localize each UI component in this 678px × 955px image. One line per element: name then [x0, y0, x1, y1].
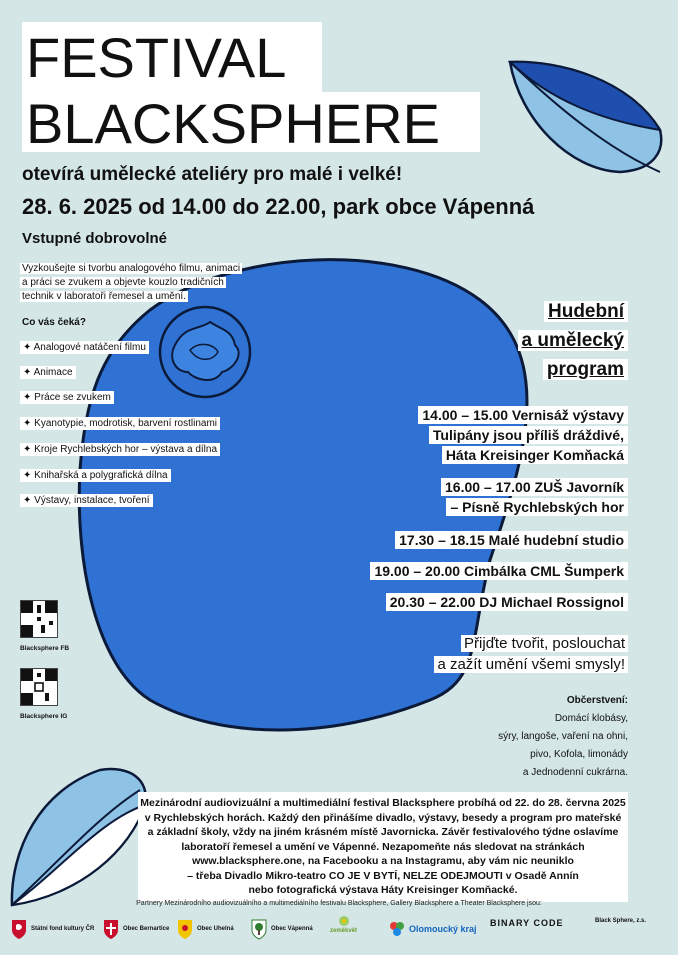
logo-vapenna: Obec Vápenná [250, 918, 313, 940]
qr-code-facebook[interactable] [20, 600, 58, 638]
crest-icon [176, 918, 194, 940]
program-heading-line: program [543, 359, 628, 380]
logo-binary-code: BINARY CODE [490, 918, 564, 928]
intro-line: a práci se zvukem a objevte kouzlo tradičních [22, 277, 224, 288]
entry-note: Vstupné dobrovolné [22, 230, 168, 247]
program-heading-line: Hudební [544, 301, 628, 322]
list-item: ✦ Kroje Rychlebských hor – výstava a dílna [20, 444, 220, 455]
date-line: 28. 6. 2025 od 14.00 do 22.00, park obce Vápenná [22, 194, 535, 219]
crest-icon [102, 918, 120, 940]
leaf-bottom-left [12, 769, 146, 905]
list-item: ✦ Práce se zvukem [20, 392, 114, 403]
tree-crest-icon [250, 918, 268, 940]
call-to-action: Přijďte tvořit, poslouchat a zažít umění všemi smysly! [434, 633, 628, 675]
logo-black-sphere: Black Sphere, z.s. [595, 918, 647, 924]
program-event: 14.00 – 15.00 Vernisáž výstavy Tulipány jsou příliš dráždivé, Háta Kreisinger Komňacká [418, 405, 628, 465]
logo-olomoucky-kraj: Olomoucký kraj [388, 918, 477, 940]
subtitle: otevírá umělecké ateliéry pro malé i velké! [22, 164, 403, 185]
logo-bernartice: Obec Bernartice [102, 918, 169, 940]
list-item: ✦ Kyanotypie, modrotisk, barvení rostlinami [20, 418, 220, 429]
intro-line: technik v laboratoři řemesel a umění. [22, 291, 186, 302]
list-item: ✦ Výstavy, instalace, tvoření [20, 495, 153, 506]
list-item: ✦ Analogové natáčení filmu [20, 342, 149, 353]
qr-label-instagram: Blacksphere IG [20, 713, 68, 720]
title-line2: BLACKSPHERE [26, 92, 440, 155]
program-event: 16.00 – 17.00 ZUŠ Javorník – Písně Rychlebských hor [441, 477, 628, 517]
logo-zemekvet: zeměkvět [330, 914, 357, 934]
offer-heading: Co vás čeká? [22, 317, 86, 328]
intro-line: Vyzkoušejte si tvorbu analogového filmu, animaci [22, 263, 241, 274]
refreshments: Občerstvení: Domácí klobásy, sýry, langoše, vaření na ohni, pivo, Kofola, limonády a Jednodenní cukrárna. [498, 692, 628, 782]
kraj-logo-icon [388, 918, 406, 940]
list-item: ✦ Knihařská a polygrafická dílna [20, 470, 171, 481]
festival-description: Mezinárodní audiovizuální a multimediální festival Blacksphere probíhá od 22. do 28. června 2025 v Rychlebských horách. Každý den přinášíme divadlo, výstavy, besedy a program pro mateřské a základní školy, vždy na jiném krásném místě Javornicka. Závěr festivalového týdne oslavíme laboratoří řemesel a umění ve Vápenné. Nezapomeňte nás sledovat na stránkách www.blacksphere.one, na Facebooku a na Instagramu, aby vám nic neuniklo – třeba Divadlo Mikro-teatro CO JE V BYTÍ, NELZE ODEJMOUTI v Osadě Annín nebo fotografická výstava Háty Kreisinger Komňacké. [138, 792, 628, 902]
logo-statni-fond: Státní fond kultury ČR [10, 918, 94, 940]
refreshments-heading: Občerstvení: [566, 695, 628, 706]
program-event: 20.30 – 22.00 DJ Michael Rossignol [386, 592, 628, 612]
qr-icon [21, 669, 57, 705]
qr-label-facebook: Blacksphere FB [20, 645, 70, 652]
list-item: ✦ Animace [20, 367, 76, 378]
logo-uhelna: Obec Uhelná [176, 918, 234, 940]
qr-code-instagram[interactable] [20, 668, 58, 706]
lion-crest-icon [10, 918, 28, 940]
partners-text: Partnery Mezinárodního audiovizuálního a multimediálního festivalu Blacksphere, Gallery Blacksphere a Theater Blacksphere jsou: [136, 900, 542, 907]
leaf-top-right [510, 62, 661, 172]
program-event: 17.30 – 18.15 Malé hudební studio [395, 530, 628, 550]
program-heading [518, 297, 628, 384]
program-heading-line: a umělecký [518, 330, 628, 351]
program-event: 19.00 – 20.00 Cimbálka CML Šumperk [370, 561, 628, 581]
flower-icon [337, 914, 351, 928]
qr-icon [21, 601, 57, 637]
partner-logos [10, 918, 668, 948]
intro-text [20, 262, 255, 304]
title-line1: FESTIVAL [26, 26, 287, 89]
